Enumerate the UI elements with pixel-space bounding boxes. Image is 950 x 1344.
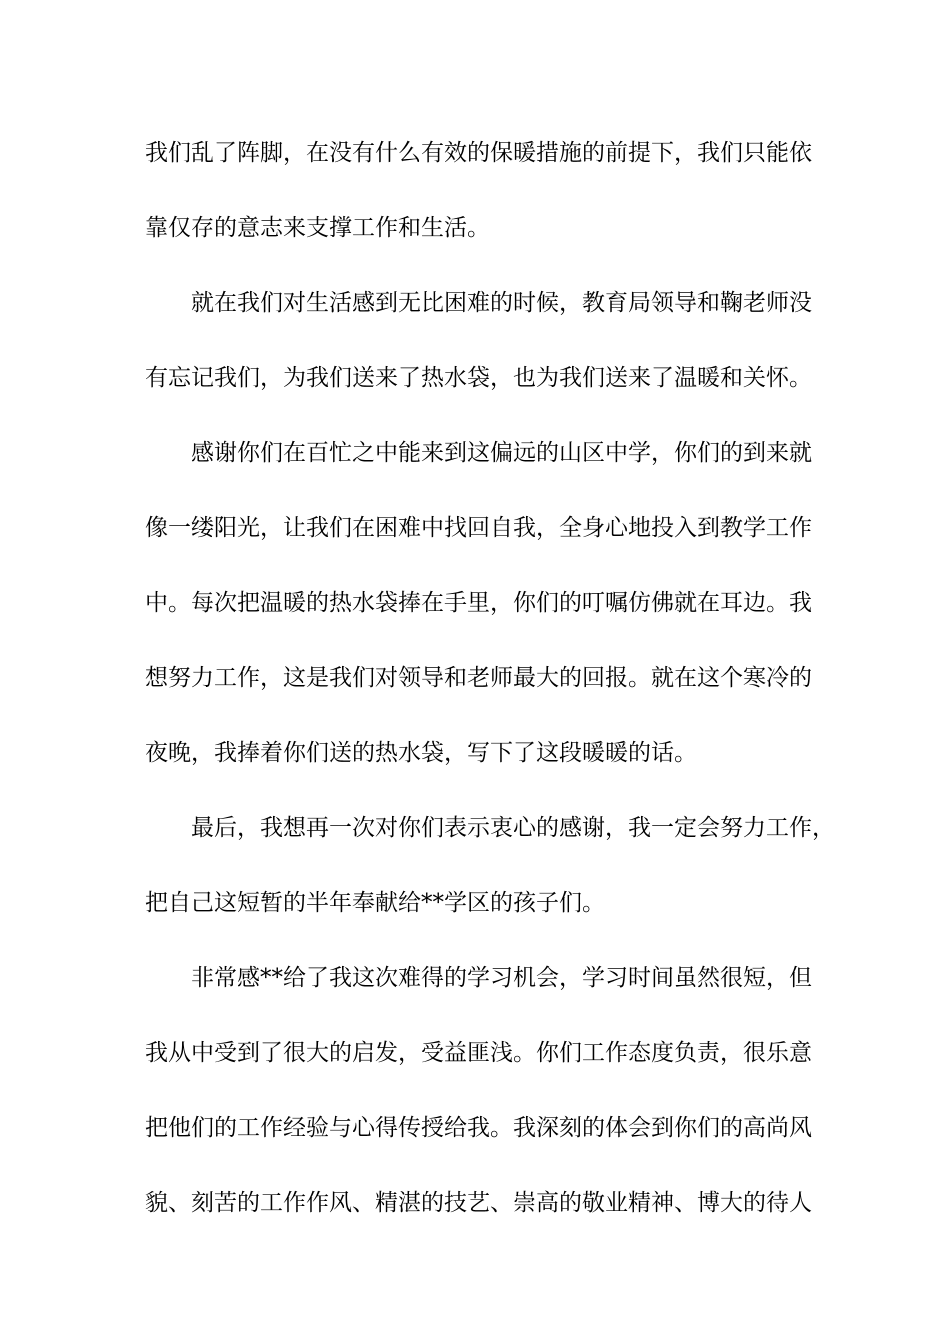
text-line: 把自己这短暂的半年奉献给**学区的孩子们。: [145, 890, 605, 916]
text-line: 有忘记我们，为我们送来了热水袋，也为我们送来了温暖和关怀。: [145, 365, 812, 391]
text-line: 貌、刻苦的工作作风、精湛的技艺、崇高的敬业精神、博大的待人: [145, 1190, 812, 1216]
text-line: 我从中受到了很大的启发，受益匪浅。你们工作态度负责，很乐意: [145, 1040, 812, 1066]
text-line: 把他们的工作经验与心得传授给我。我深刻的体会到你们的高尚风: [145, 1115, 812, 1141]
paragraph-start-line: 非常感**给了我这次难得的学习机会，学习时间虽然很短，但: [191, 965, 812, 991]
text-line: 夜晚，我捧着你们送的热水袋，写下了这段暖暖的话。: [145, 740, 697, 766]
text-line: 我们乱了阵脚，在没有什么有效的保暖措施的前提下，我们只能依: [145, 140, 812, 166]
paragraph-start-line: 最后，我想再一次对你们表示衷心的感谢，我一定会努力工作，: [191, 815, 835, 841]
text-line: 中。每次把温暖的热水袋捧在手里，你们的叮嘱仿佛就在耳边。我: [145, 590, 812, 616]
paragraph-start-line: 就在我们对生活感到无比困难的时候，教育局领导和鞠老师没: [191, 290, 812, 316]
text-line: 像一缕阳光，让我们在困难中找回自我，全身心地投入到教学工作: [145, 515, 812, 541]
text-line: 想努力工作，这是我们对领导和老师最大的回报。就在这个寒冷的: [145, 665, 812, 691]
paragraph-start-line: 感谢你们在百忙之中能来到这偏远的山区中学，你们的到来就: [191, 440, 812, 466]
document-body: [145, 133, 835, 1258]
text-line: 靠仅存的意志来支撑工作和生活。: [145, 215, 490, 241]
